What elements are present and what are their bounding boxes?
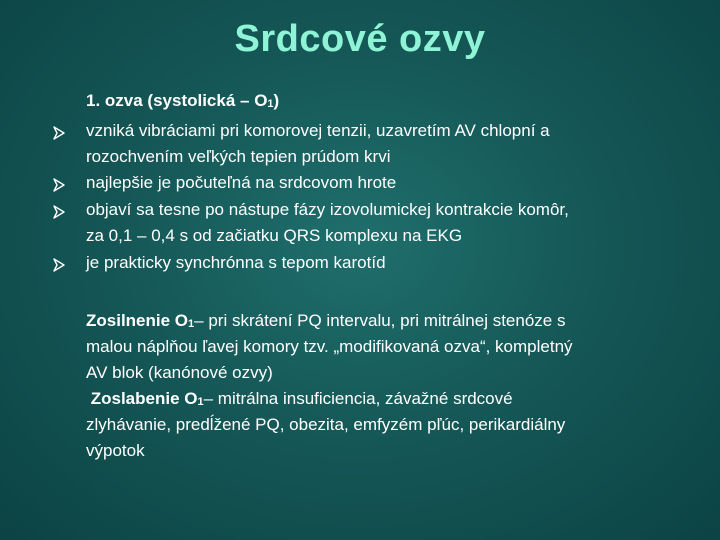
- heading-text: 1. ozva (systolická – O: [86, 91, 268, 110]
- zosilnenie-line: AV blok (kanónové ozvy): [86, 363, 273, 382]
- heading-suffix: ): [273, 91, 280, 110]
- zosilnenie-line: malou náplňou ľavej komory tzv. „modifikovaná ozva“, kompletný: [86, 337, 573, 356]
- bullet-line: za 0,1 – 0,4 s od začiatku QRS komplexu na EKG: [86, 226, 463, 245]
- zoslabenie-label: Zoslabenie O: [86, 389, 198, 408]
- bullet-line: rozochvením veľkých tepien prúdom krvi: [86, 147, 391, 166]
- zosilnenie-label: Zosilnenie O: [86, 311, 189, 330]
- zoslabenie-line: výpotok: [86, 441, 145, 460]
- bullet-line: vzniká vibráciami pri komorovej tenzii, uzavretím AV chlopní a: [86, 121, 550, 140]
- arrowhead-bullet-icon: [52, 258, 66, 272]
- zoslabenie-text: – mitrálna insuficiencia, závažné srdcové: [203, 389, 513, 408]
- zosilnenie-line: [86, 308, 565, 336]
- zosilnenie-subscript: 1: [188, 318, 195, 330]
- zosilnenie-text: – pri skrátení PQ intervalu, pri mitrálnej stenóze s: [194, 311, 566, 330]
- arrowhead-bullet-icon: [52, 126, 66, 140]
- zoslabenie-subscript: 1: [197, 396, 204, 408]
- zoslabenie-line: [86, 386, 513, 414]
- heading-subscript: 1: [267, 98, 274, 110]
- bullet-line: je prakticky synchrónna s tepom karotíd: [86, 253, 386, 272]
- section-heading: [86, 88, 279, 116]
- slide-title: Srdcové ozvy: [234, 18, 486, 60]
- bullet-line: objaví sa tesne po nástupe fázy izovolumickej kontrakcie komôr,: [86, 200, 569, 219]
- zoslabenie-line: zlyhávanie, predĺžené PQ, obezita, emfyzém pľúc, perikardiálny: [86, 415, 566, 434]
- arrowhead-bullet-icon: [52, 205, 66, 219]
- bullet-line: najlepšie je počuteľná na srdcovom hrote: [86, 173, 397, 192]
- arrowhead-bullet-icon: [52, 178, 66, 192]
